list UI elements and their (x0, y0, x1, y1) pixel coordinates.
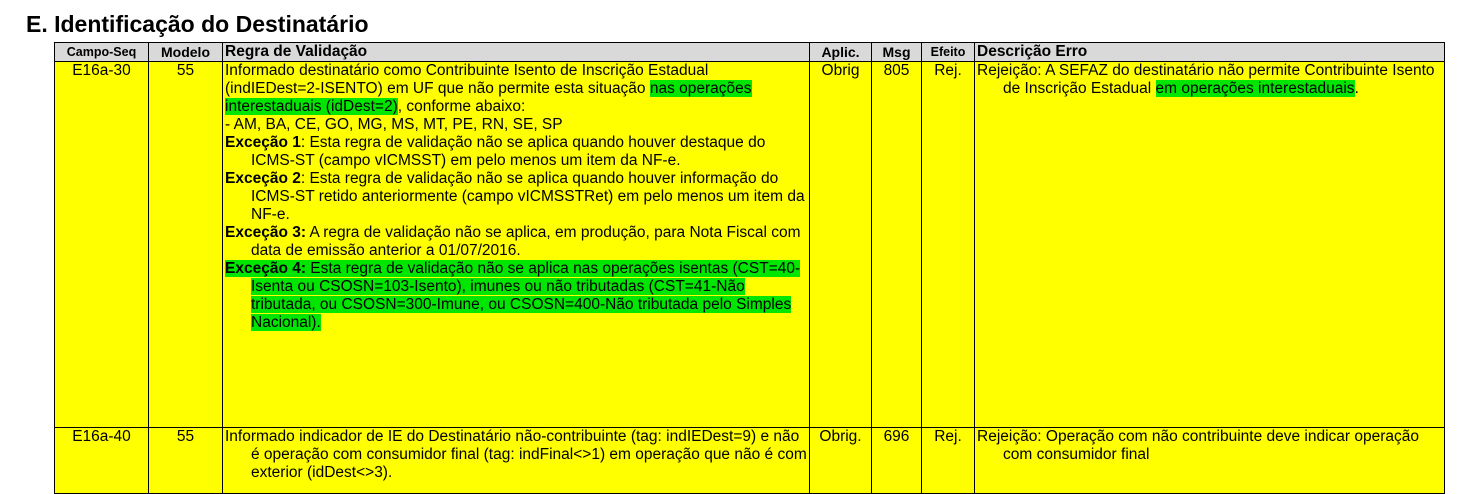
excecao-1-label: Exceção 1 (225, 134, 301, 151)
regra-ufs: - AM, BA, CE, GO, MG, MS, MT, PE, RN, SE, SP (225, 116, 563, 133)
cell-efeito: Rej. (922, 62, 975, 428)
excecao-4-label: Exceção 4: (225, 260, 306, 277)
header-aplic: Aplic. (810, 43, 872, 62)
excecao-3-label: Exceção 3: (225, 224, 306, 241)
regra-text: Informado indicador de IE do Destinatário não-contribuinte (tag: indIEDest=9) e não é operação com consumidor final (tag: indFinal<>1) em operação que não é com exterior (idDest<>3). (225, 428, 807, 481)
regra-excecao-1 (225, 134, 807, 170)
descricao-text (977, 62, 1442, 98)
excecao-2-text: : Esta regra de validação não se aplica quando houver informação do ICMS-ST retido anteriormente (campo vICMSSTRet) em pelo menos um item da NF-e. (251, 170, 805, 223)
section-title: E. Identificação do Destinatário (26, 11, 369, 37)
header-campo-seq: Campo-Seq (55, 43, 149, 62)
regra-intro-highlight: nas operações interestaduais (idDest=2) (225, 80, 752, 115)
cell-efeito: Rej. (922, 428, 975, 494)
cell-msg: 805 (872, 62, 922, 428)
table-header-row (55, 43, 1445, 62)
descricao-text-start: Rejeição: A SEFAZ do destinatário não permite Contribuinte Isento de Inscrição Estadual (977, 62, 1435, 97)
regra-excecao-2 (225, 170, 807, 224)
regra-intro (225, 62, 807, 116)
regra-intro-text: Informado destinatário como Contribuinte Isento de Inscrição Estadual (indIEDest=2-ISENTO) em UF que não permite esta situação (225, 62, 709, 97)
cell-descricao (975, 62, 1445, 428)
descricao-text-end: . (1354, 80, 1359, 97)
cell-aplic: Obrig (810, 62, 872, 428)
excecao-2-label: Exceção 2 (225, 170, 301, 187)
excecao-3-text: A regra de validação não se aplica, em produção, para Nota Fiscal com data de emissão anterior a 01/07/2016. (251, 224, 801, 259)
regra-excecao-4 (225, 260, 807, 332)
table-row (55, 62, 1445, 428)
cell-campo-seq: E16a-30 (55, 62, 149, 428)
excecao-1-text: : Esta regra de validação não se aplica quando houver destaque do ICMS-ST (campo vICMSST) em pelo menos um item da NF-e. (251, 134, 766, 169)
validation-rules-table (54, 42, 1445, 494)
header-modelo: Modelo (149, 43, 223, 62)
regra-excecao-3 (225, 224, 807, 260)
cell-regra (223, 428, 810, 494)
cell-modelo: 55 (149, 62, 223, 428)
excecao-4-text: Esta regra de validação não se aplica nas operações isentas (CST=40-Isenta ou CSOSN=103-Isento), imunes ou não tributadas (CST=41-Não tributada, ou CSOSN=300-Imune, ou CSOSN=400-Não tributada pelo Simples Nacional). (251, 260, 801, 331)
cell-regra (223, 62, 810, 428)
cell-msg: 696 (872, 428, 922, 494)
descricao-highlight: em operações interestaduais (1155, 80, 1355, 97)
cell-modelo: 55 (149, 428, 223, 494)
regra-intro-text-end: , conforme abaixo: (397, 98, 526, 115)
cell-campo-seq: E16a-40 (55, 428, 149, 494)
cell-aplic: Obrig. (810, 428, 872, 494)
cell-descricao (975, 428, 1445, 494)
header-descricao: Descrição Erro (975, 43, 1445, 62)
header-regra: Regra de Validação (223, 43, 810, 62)
header-msg: Msg (872, 43, 922, 62)
descricao-text: Rejeição: Operação com não contribuinte deve indicar operação com consumidor final (977, 428, 1420, 463)
table-row (55, 428, 1445, 494)
header-efeito: Efeito (922, 43, 975, 62)
